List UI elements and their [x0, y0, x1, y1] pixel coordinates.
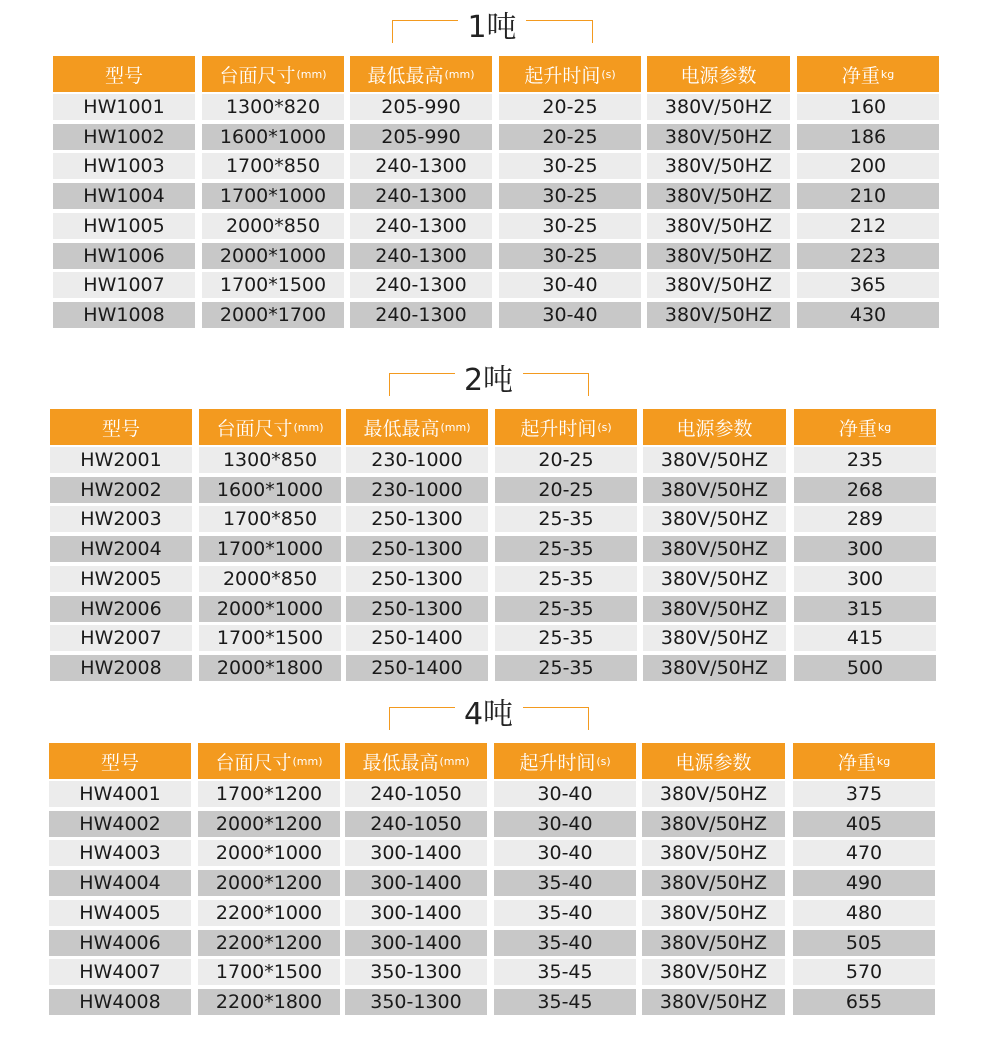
- table-cell: 300-1400: [345, 930, 487, 956]
- column-header-label: 电源参数: [676, 417, 753, 440]
- table-cell: 240-1050: [345, 781, 487, 807]
- table-cell: 380V/50HZ: [643, 625, 786, 651]
- table-cell: 1700*1000: [199, 536, 341, 562]
- table-cell: HW4003: [49, 840, 191, 866]
- section-title: 1吨: [458, 10, 526, 46]
- section-title-bracket: [392, 10, 592, 54]
- column-header-label: 起升时间: [519, 751, 596, 774]
- table-cell: 490: [793, 870, 935, 896]
- table-cell: 350-1300: [345, 989, 487, 1015]
- table-cell: 380V/50HZ: [642, 781, 785, 807]
- table-cell: 1300*820: [202, 94, 344, 120]
- column-header-label: 起升时间: [524, 64, 601, 87]
- table-cell: 200: [797, 153, 939, 179]
- column-header-label: 起升时间: [520, 417, 597, 440]
- table-cell: 1700*1000: [202, 183, 344, 209]
- table-cell: 2000*1700: [202, 302, 344, 328]
- table-cell: 20-25: [499, 94, 641, 120]
- column-header: [499, 56, 641, 92]
- table-cell: 380V/50HZ: [647, 153, 790, 179]
- table-cell: 380V/50HZ: [642, 959, 785, 985]
- column-header-label: 台面尺寸: [219, 64, 296, 87]
- table-cell: HW4002: [49, 811, 191, 837]
- table-cell: 2200*1000: [198, 900, 340, 926]
- table-cell: 1700*1500: [199, 625, 341, 651]
- table-cell: 250-1400: [346, 625, 488, 651]
- column-header: [350, 56, 492, 92]
- column-header-unit: (s): [596, 754, 611, 768]
- table-cell: HW4001: [49, 781, 191, 807]
- table-cell: 380V/50HZ: [643, 566, 786, 592]
- table-cell: 2000*850: [202, 213, 344, 239]
- table-cell: 2000*1800: [199, 655, 341, 681]
- table-cell: 380V/50HZ: [643, 596, 786, 622]
- table-cell: 1700*1500: [198, 959, 340, 985]
- column-header: [643, 409, 786, 445]
- column-header-label: 最低最高: [367, 64, 444, 87]
- table-cell: HW2006: [50, 596, 192, 622]
- table-cell: 655: [793, 989, 935, 1015]
- column-header: [494, 743, 636, 779]
- table-cell: 25-35: [495, 625, 637, 651]
- table-cell: 500: [794, 655, 936, 681]
- title-bracket-right: [522, 20, 593, 43]
- column-header-label: 最低最高: [362, 751, 439, 774]
- table-cell: HW4008: [49, 989, 191, 1015]
- table-cell: 30-25: [499, 213, 641, 239]
- table-cell: 240-1300: [350, 272, 492, 298]
- table-cell: 35-40: [494, 930, 636, 956]
- table-cell: 240-1300: [350, 183, 492, 209]
- table-cell: 470: [793, 840, 935, 866]
- table-cell: 300-1400: [345, 870, 487, 896]
- table-cell: 289: [794, 506, 936, 532]
- table-cell: 380V/50HZ: [642, 930, 785, 956]
- section-title: 2吨: [455, 363, 523, 399]
- table-cell: HW2002: [50, 477, 192, 503]
- table-cell: 25-35: [495, 536, 637, 562]
- column-header-unit: (s): [601, 67, 616, 81]
- table-cell: 380V/50HZ: [643, 477, 786, 503]
- table-cell: 300-1400: [345, 900, 487, 926]
- column-header-unit: (mm): [296, 67, 327, 81]
- table-cell: 235: [794, 447, 936, 473]
- column-header: [53, 56, 195, 92]
- table-cell: 1700*850: [199, 506, 341, 532]
- column-header-label: 最低最高: [363, 417, 440, 440]
- table-cell: 250-1300: [346, 506, 488, 532]
- table-cell: HW4007: [49, 959, 191, 985]
- table-cell: HW1004: [53, 183, 195, 209]
- table-cell: 380V/50HZ: [647, 94, 790, 120]
- table-cell: 240-1300: [350, 302, 492, 328]
- table-cell: 30-40: [494, 840, 636, 866]
- table-cell: 380V/50HZ: [643, 655, 786, 681]
- table-cell: 375: [793, 781, 935, 807]
- table-cell: 240-1050: [345, 811, 487, 837]
- table-cell: 25-35: [495, 596, 637, 622]
- table-cell: HW1007: [53, 272, 195, 298]
- table-cell: 380V/50HZ: [647, 243, 790, 269]
- title-bracket-left: [389, 373, 460, 396]
- column-header-label: 净重: [837, 751, 876, 774]
- column-header: [49, 743, 191, 779]
- table-cell: 35-40: [494, 870, 636, 896]
- table-cell: 205-990: [350, 124, 492, 150]
- table-cell: 505: [793, 930, 935, 956]
- table-cell: 380V/50HZ: [643, 536, 786, 562]
- table-cell: 2000*1200: [198, 870, 340, 896]
- table-cell: 380V/50HZ: [642, 989, 785, 1015]
- table-cell: HW2007: [50, 625, 192, 651]
- column-header-label: 型号: [100, 751, 139, 774]
- title-bracket-right: [519, 707, 590, 730]
- table-cell: 1600*1000: [202, 124, 344, 150]
- column-header-label: 净重: [838, 417, 877, 440]
- column-header-label: 型号: [101, 417, 140, 440]
- column-header-unit: kg: [877, 420, 892, 434]
- table-cell: 210: [797, 183, 939, 209]
- table-cell: 2000*850: [199, 566, 341, 592]
- table-cell: 300: [794, 536, 936, 562]
- column-header-label: 台面尺寸: [215, 751, 292, 774]
- column-header-unit: kg: [880, 67, 895, 81]
- table-cell: 240-1300: [350, 153, 492, 179]
- table-cell: HW4006: [49, 930, 191, 956]
- table-cell: 2000*1000: [202, 243, 344, 269]
- table-cell: 230-1000: [346, 447, 488, 473]
- column-header: [794, 409, 936, 445]
- table-cell: 30-40: [494, 781, 636, 807]
- table-cell: 25-35: [495, 506, 637, 532]
- table-cell: 2000*1000: [199, 596, 341, 622]
- column-header-unit: kg: [876, 754, 891, 768]
- table-cell: 250-1400: [346, 655, 488, 681]
- table-cell: 380V/50HZ: [642, 900, 785, 926]
- table-cell: 380V/50HZ: [643, 506, 786, 532]
- column-header: [642, 743, 785, 779]
- table-cell: 365: [797, 272, 939, 298]
- table-cell: 30-40: [499, 302, 641, 328]
- table-cell: 250-1300: [346, 536, 488, 562]
- table-cell: 380V/50HZ: [647, 183, 790, 209]
- table-cell: 186: [797, 124, 939, 150]
- table-cell: 2000*1000: [198, 840, 340, 866]
- table-cell: HW2003: [50, 506, 192, 532]
- column-header: [797, 56, 939, 92]
- table-cell: 2200*1200: [198, 930, 340, 956]
- table-cell: 240-1300: [350, 213, 492, 239]
- table-cell: 25-35: [495, 655, 637, 681]
- table-cell: 380V/50HZ: [642, 811, 785, 837]
- table-cell: HW1008: [53, 302, 195, 328]
- table-cell: 240-1300: [350, 243, 492, 269]
- column-header-label: 台面尺寸: [216, 417, 293, 440]
- table-cell: 380V/50HZ: [643, 447, 786, 473]
- table-cell: HW1001: [53, 94, 195, 120]
- table-cell: HW2004: [50, 536, 192, 562]
- table-cell: 25-35: [495, 566, 637, 592]
- table-cell: 250-1300: [346, 596, 488, 622]
- column-header: [199, 409, 341, 445]
- section-title-bracket: [389, 363, 588, 407]
- table-cell: 1700*1200: [198, 781, 340, 807]
- table-cell: 35-45: [494, 959, 636, 985]
- column-header-unit: (s): [597, 420, 612, 434]
- table-cell: 205-990: [350, 94, 492, 120]
- column-header-unit: (mm): [444, 67, 475, 81]
- table-cell: 380V/50HZ: [647, 124, 790, 150]
- table-cell: 35-45: [494, 989, 636, 1015]
- table-cell: 30-25: [499, 243, 641, 269]
- table-cell: 30-40: [494, 811, 636, 837]
- column-header: [647, 56, 790, 92]
- table-cell: HW2008: [50, 655, 192, 681]
- title-bracket-left: [389, 707, 460, 730]
- table-cell: 315: [794, 596, 936, 622]
- column-header-unit: (mm): [440, 420, 471, 434]
- table-cell: HW2005: [50, 566, 192, 592]
- table-cell: 350-1300: [345, 959, 487, 985]
- column-header-label: 电源参数: [675, 751, 752, 774]
- column-header: [346, 409, 488, 445]
- table-cell: 300: [794, 566, 936, 592]
- column-header-label: 净重: [841, 64, 880, 87]
- table-cell: 20-25: [495, 447, 637, 473]
- table-cell: 380V/50HZ: [642, 840, 785, 866]
- table-cell: 230-1000: [346, 477, 488, 503]
- table-cell: 1600*1000: [199, 477, 341, 503]
- table-cell: 250-1300: [346, 566, 488, 592]
- table-cell: HW1002: [53, 124, 195, 150]
- table-cell: 2000*1200: [198, 811, 340, 837]
- table-cell: HW1006: [53, 243, 195, 269]
- table-cell: 380V/50HZ: [647, 302, 790, 328]
- column-header: [198, 743, 340, 779]
- table-cell: 300-1400: [345, 840, 487, 866]
- column-header: [793, 743, 935, 779]
- table-cell: 20-25: [495, 477, 637, 503]
- table-cell: 30-40: [499, 272, 641, 298]
- table-cell: 30-25: [499, 153, 641, 179]
- title-bracket-right: [519, 373, 590, 396]
- table-cell: 570: [793, 959, 935, 985]
- table-cell: 1300*850: [199, 447, 341, 473]
- column-header-label: 电源参数: [680, 64, 757, 87]
- table-cell: 20-25: [499, 124, 641, 150]
- table-cell: 1700*1500: [202, 272, 344, 298]
- table-cell: 405: [793, 811, 935, 837]
- table-cell: 430: [797, 302, 939, 328]
- table-cell: HW1003: [53, 153, 195, 179]
- table-cell: 160: [797, 94, 939, 120]
- column-header: [495, 409, 637, 445]
- column-header-unit: (mm): [293, 420, 324, 434]
- table-cell: 480: [793, 900, 935, 926]
- table-cell: 1700*850: [202, 153, 344, 179]
- section-title-bracket: [389, 697, 588, 741]
- table-cell: 2200*1800: [198, 989, 340, 1015]
- table-cell: 380V/50HZ: [647, 272, 790, 298]
- table-cell: 380V/50HZ: [647, 213, 790, 239]
- section-title: 4吨: [455, 697, 523, 733]
- column-header-label: 型号: [104, 64, 143, 87]
- table-cell: HW2001: [50, 447, 192, 473]
- title-bracket-left: [392, 20, 463, 43]
- column-header: [50, 409, 192, 445]
- column-header-unit: (mm): [439, 754, 470, 768]
- table-cell: 268: [794, 477, 936, 503]
- table-cell: 415: [794, 625, 936, 651]
- table-cell: 223: [797, 243, 939, 269]
- table-cell: HW1005: [53, 213, 195, 239]
- table-cell: 212: [797, 213, 939, 239]
- column-header-unit: (mm): [292, 754, 323, 768]
- table-cell: 380V/50HZ: [642, 870, 785, 896]
- table-cell: HW4004: [49, 870, 191, 896]
- table-cell: 30-25: [499, 183, 641, 209]
- table-cell: HW4005: [49, 900, 191, 926]
- column-header: [202, 56, 344, 92]
- column-header: [345, 743, 487, 779]
- table-cell: 35-40: [494, 900, 636, 926]
